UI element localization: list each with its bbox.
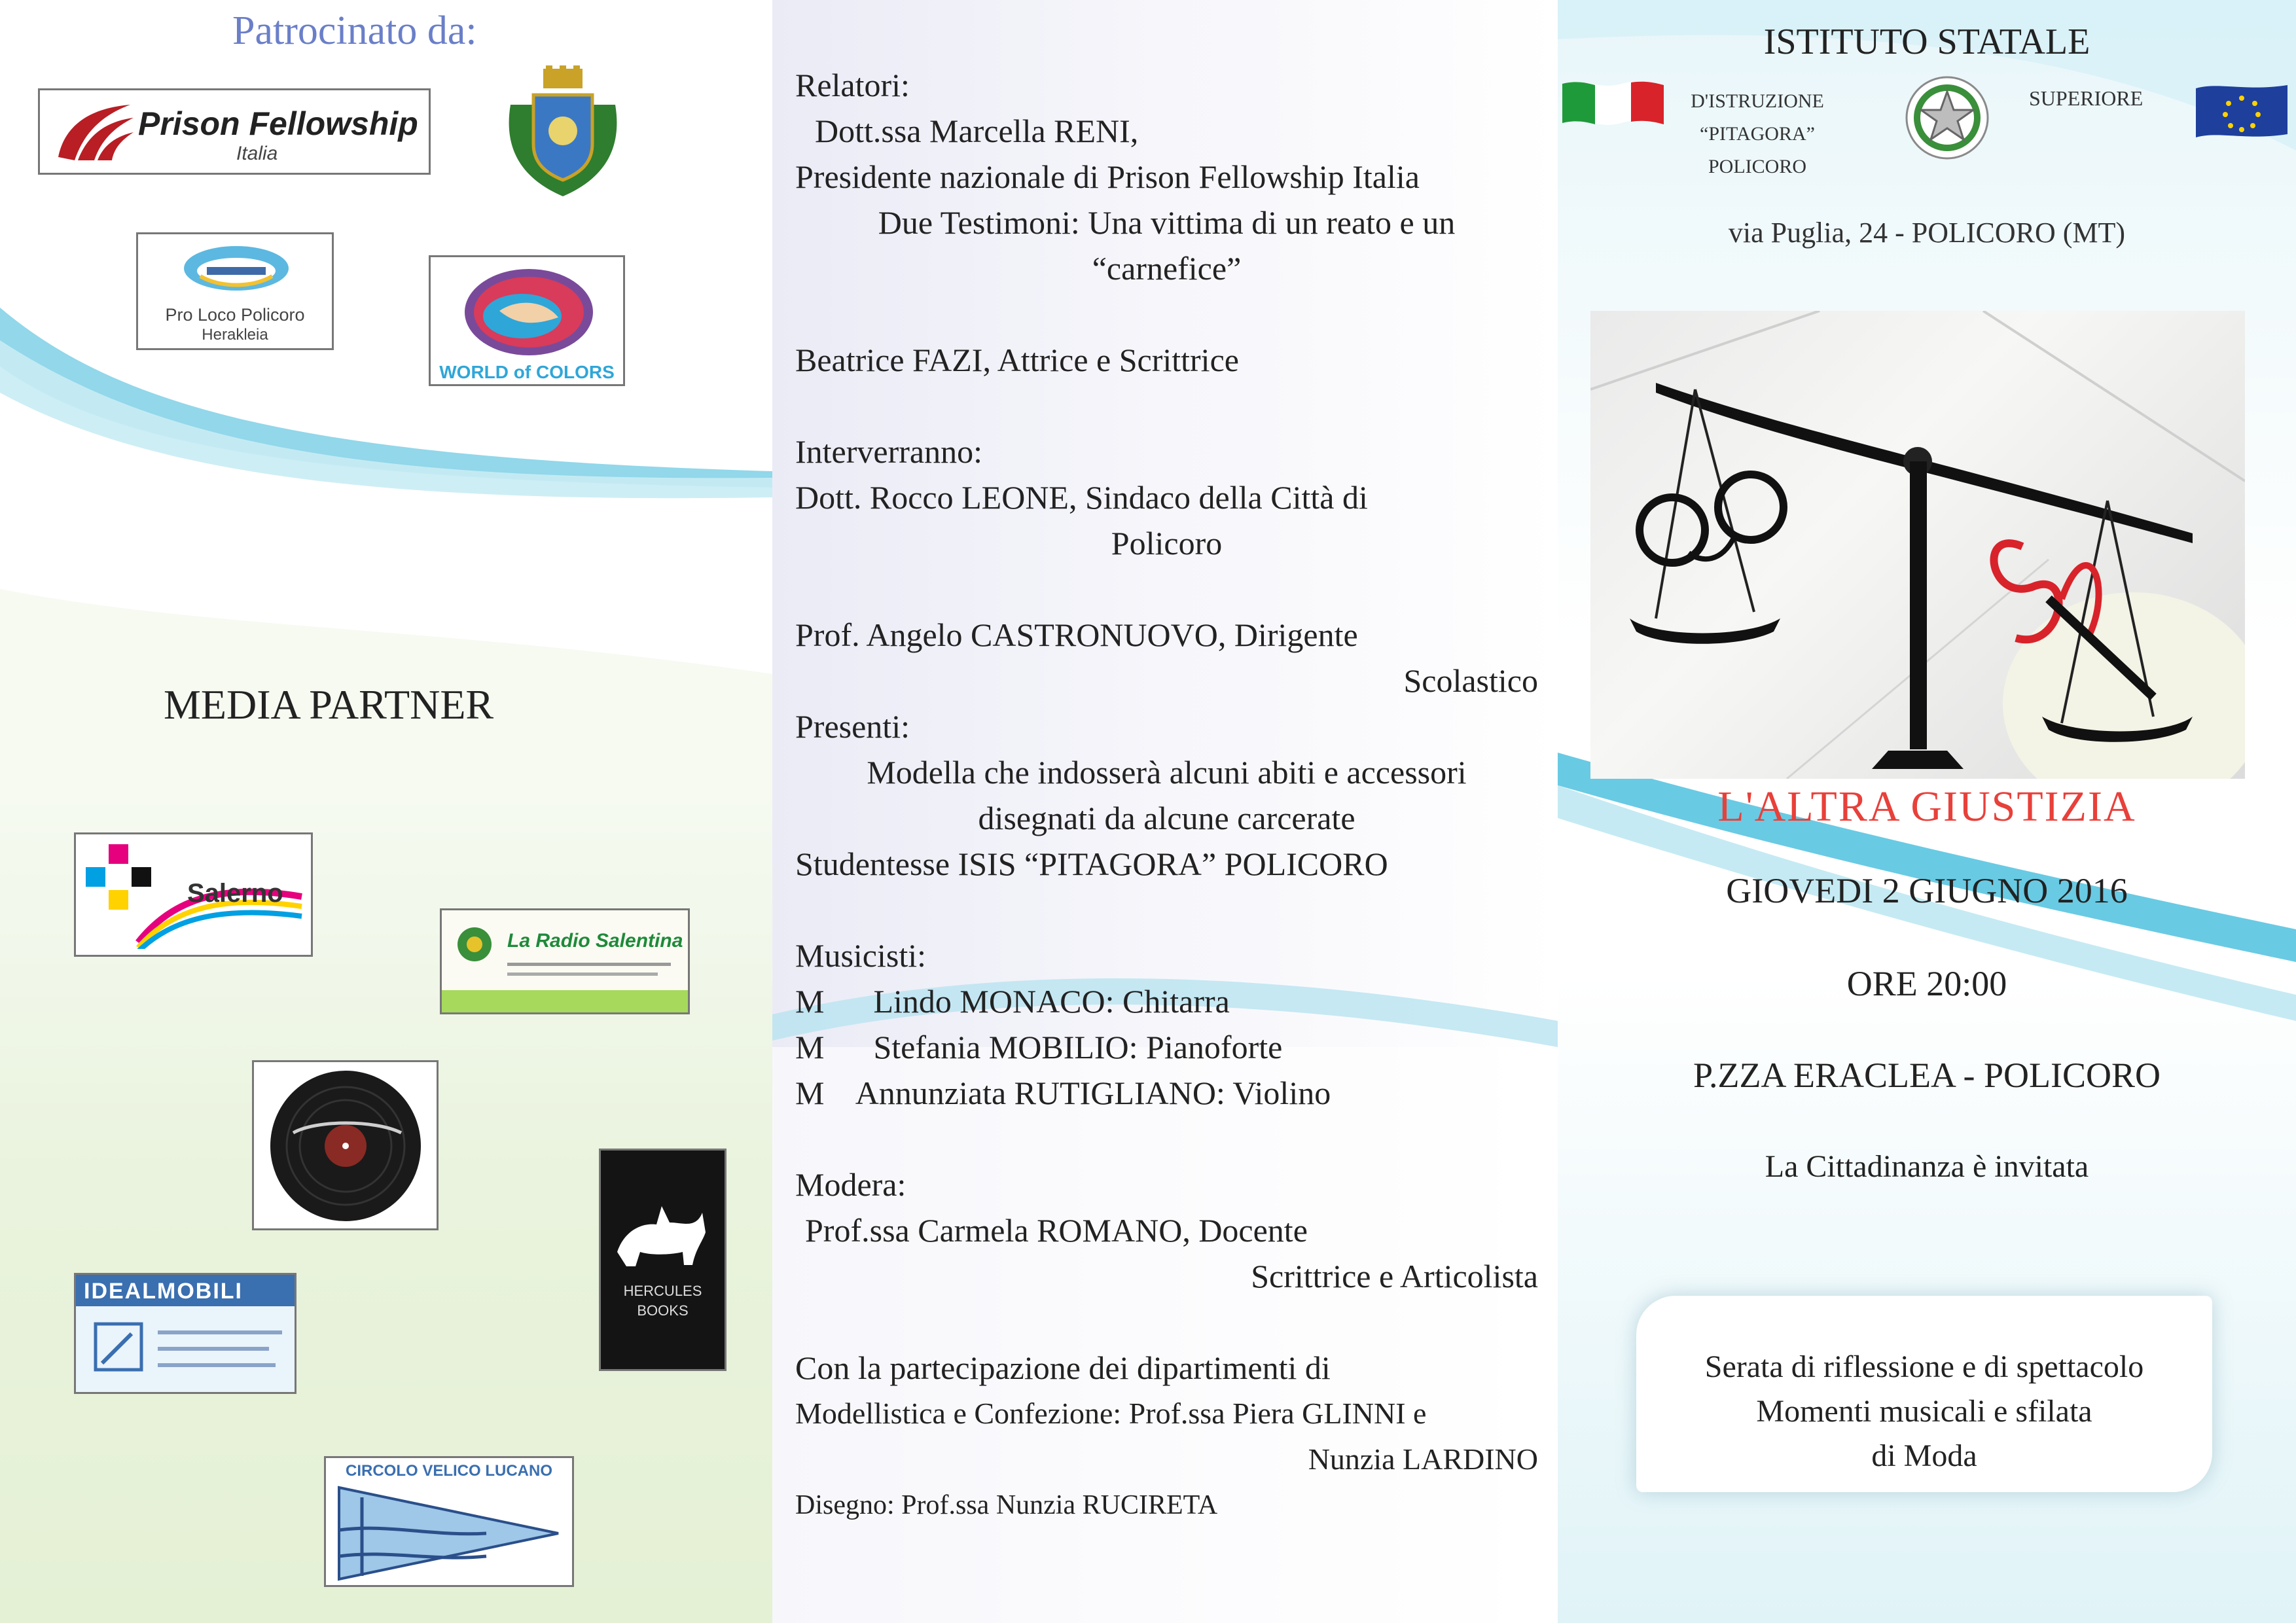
program-line: Presidente nazionale di Prison Fellowship Italia bbox=[795, 158, 1420, 195]
event-title: L'ALTRA GIUSTIZIA bbox=[1717, 783, 2136, 830]
pro-loco-logo bbox=[136, 232, 334, 350]
circolo-velico-label: CIRCOLO VELICO LUCANO bbox=[346, 1462, 552, 1480]
italian-republic-emblem-icon bbox=[1901, 72, 1993, 164]
vinyl-record-icon bbox=[264, 1067, 427, 1224]
program-block bbox=[795, 933, 1538, 1116]
vinyl-record-logo bbox=[252, 1060, 439, 1230]
radio-emblem-icon bbox=[455, 925, 494, 964]
hercules-books-logo bbox=[599, 1149, 726, 1371]
patronage-title: Patrocinato da: bbox=[232, 9, 477, 53]
invite-text: La Cittadinanza è invitata bbox=[1765, 1149, 2089, 1184]
program-line: Con la partecipazione dei dipartimenti di bbox=[795, 1349, 1331, 1386]
radio-green-band bbox=[442, 990, 688, 1012]
prison-fellowship-line2: Italia bbox=[236, 143, 278, 164]
pro-loco-line2: Herakleia bbox=[202, 326, 268, 344]
program-block bbox=[795, 337, 1538, 383]
idealmobili-emblem-icon bbox=[92, 1321, 145, 1373]
world-of-colors-logo bbox=[429, 255, 625, 386]
card-line1: Serata di riflessione e di spettacolo bbox=[1704, 1349, 2144, 1384]
eu-flag-icon bbox=[2193, 79, 2291, 144]
program-line: Modellistica e Confezione: Prof.ssa Piera GLINNI e bbox=[795, 1397, 1427, 1430]
program-line: Modera: bbox=[795, 1166, 906, 1203]
program-line: M Stefania MOBILIO: Pianoforte bbox=[795, 1029, 1283, 1065]
right-panel bbox=[1558, 0, 2296, 1623]
radio-salentina-label: La Radio Salentina bbox=[507, 930, 683, 952]
institute-title: ISTITUTO STATALE bbox=[1763, 22, 2090, 62]
program-line: disegnati da alcune carcerate bbox=[978, 800, 1355, 836]
program-block bbox=[795, 62, 1538, 291]
prison-fellowship-line1: Prison Fellowship bbox=[138, 105, 418, 142]
program-line: Interverranno: bbox=[795, 433, 982, 470]
program-line: Disegno: Prof.ssa Nunzia RUCIRETA bbox=[795, 1490, 1218, 1520]
program-line: Dott. Rocco LEONE, Sindaco della Città di bbox=[795, 479, 1368, 516]
program-block bbox=[795, 429, 1538, 566]
program-line: Beatrice FAZI, Attrice e Scrittrice bbox=[795, 342, 1239, 378]
program-line: Policoro bbox=[1111, 525, 1223, 562]
event-date: GIOVEDI 2 GIUGNO 2016 bbox=[1726, 871, 2128, 910]
program-line: Prof. Angelo CASTRONUOVO, Dirigente bbox=[795, 616, 1358, 653]
card-line3: di Moda bbox=[1871, 1438, 1977, 1473]
hercules-books-label: HERCULES BOOKS bbox=[623, 1283, 702, 1319]
radio-salentina-logo bbox=[440, 908, 690, 1014]
italy-flag-icon bbox=[1559, 77, 1667, 131]
program-line: Nunzia LARDINO bbox=[1308, 1442, 1538, 1476]
middle-panel bbox=[772, 0, 1558, 1623]
program-line: Scrittrice e Articolista bbox=[1251, 1258, 1538, 1294]
program-card-text bbox=[1636, 1345, 2212, 1478]
program-block bbox=[795, 841, 1538, 887]
program-line: Scolastico bbox=[1403, 662, 1538, 699]
program-block bbox=[795, 1162, 1538, 1299]
idealmobili-label: IDEALMOBILI bbox=[84, 1279, 243, 1304]
bull-silhouette-icon bbox=[611, 1193, 715, 1272]
pro-loco-line1: Pro Loco Policoro bbox=[165, 305, 305, 325]
speakers-program bbox=[795, 62, 1538, 1528]
sail-pennant-icon bbox=[336, 1484, 565, 1582]
circolo-velico-logo bbox=[324, 1456, 574, 1587]
program-card bbox=[1636, 1296, 2212, 1492]
salerno-label: Salerno bbox=[187, 879, 283, 908]
program-line: Relatori: bbox=[795, 67, 910, 103]
salerno-logo bbox=[74, 832, 313, 957]
pro-loco-emblem-icon bbox=[181, 242, 292, 294]
card-line2: Momenti musicali e sfilata bbox=[1756, 1394, 2092, 1429]
world-of-colors-emblem-icon bbox=[460, 265, 598, 360]
prison-fellowship-emblem-icon bbox=[52, 98, 137, 167]
program-block bbox=[795, 612, 1538, 841]
media-partner-title: MEDIA PARTNER bbox=[164, 681, 494, 728]
scales-of-justice-image bbox=[1590, 311, 2245, 779]
program-line: Prof.ssa Carmela ROMANO, Docente bbox=[805, 1212, 1308, 1249]
city-crest-icon bbox=[497, 65, 628, 203]
prison-fellowship-logo bbox=[38, 88, 431, 175]
program-line: Modella che indosserà alcuni abiti e accessori bbox=[867, 754, 1467, 791]
event-place: P.ZZA ERACLEA - POLICORO bbox=[1693, 1056, 2161, 1095]
program-line: Presenti: bbox=[795, 708, 910, 745]
program-line: M Annunziata RUTIGLIANO: Violino bbox=[795, 1075, 1331, 1111]
left-panel bbox=[0, 0, 772, 1623]
idealmobili-logo bbox=[74, 1273, 296, 1394]
world-of-colors-label: WORLD of COLORS bbox=[439, 362, 615, 382]
program-line: Studentesse ISIS “PITAGORA” POLICORO bbox=[795, 846, 1388, 882]
program-line: Musicisti: bbox=[795, 937, 927, 974]
program-line: M Lindo MONACO: Chitarra bbox=[795, 983, 1230, 1020]
scales-of-justice-icon bbox=[1590, 311, 2245, 779]
institute-line1: D'ISTRUZIONE bbox=[1691, 90, 1824, 112]
institute-center-block bbox=[1672, 85, 1842, 183]
institute-right-label: SUPERIORE bbox=[2029, 86, 2144, 110]
institute-line3: POLICORO bbox=[1708, 156, 1806, 177]
event-time: ORE 20:00 bbox=[1846, 964, 2007, 1003]
program-block bbox=[795, 1345, 1538, 1528]
program-line: Due Testimoni: Una vittima di un reato e un bbox=[878, 204, 1456, 241]
program-line: “carnefice” bbox=[1092, 250, 1242, 287]
program-line: Dott.ssa Marcella RENI, bbox=[815, 113, 1139, 149]
institute-line2: “PITAGORA” bbox=[1700, 123, 1815, 145]
institute-address: via Puglia, 24 - POLICORO (MT) bbox=[1728, 217, 2126, 249]
